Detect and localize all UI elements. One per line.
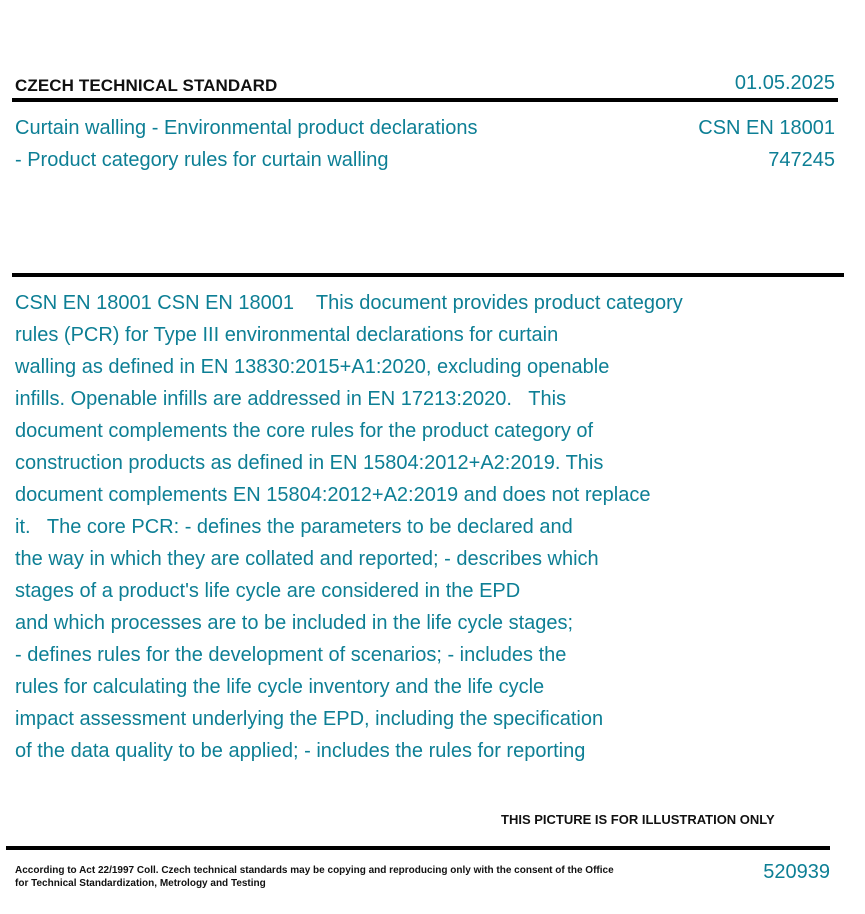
standard-code: CSN EN 18001 <box>698 117 835 139</box>
abstract-line: CSN EN 18001 CSN EN 18001 This document provides product category <box>15 292 683 314</box>
legal-notice-line: for Technical Standardization, Metrology and Testing <box>15 878 266 889</box>
illustration-disclaimer: THIS PICTURE IS FOR ILLUSTRATION ONLY <box>501 812 775 827</box>
abstract-text <box>15 287 775 767</box>
publication-date: 01.05.2025 <box>734 72 835 94</box>
abstract-line: and which processes are to be included in the life cycle stages; <box>15 612 574 634</box>
title-line-1: Curtain walling - Environmental product declarations <box>15 117 478 139</box>
header-divider <box>12 98 838 102</box>
footer-code: 520939 <box>763 861 830 883</box>
abstract-line: document complements the core rules for the product category of <box>15 420 594 442</box>
catalog-number: 747245 <box>768 149 835 171</box>
abstract-line: rules (PCR) for Type III environmental declarations for curtain <box>15 324 559 346</box>
title-line-2: - Product category rules for curtain walling <box>15 149 389 171</box>
abstract-line: - defines rules for the development of scenarios; - includes the <box>15 644 567 666</box>
abstract-line: it. The core PCR: - defines the parameters to be declared and <box>15 516 573 538</box>
legal-notice <box>15 864 615 890</box>
abstract-line: infills. Openable infills are addressed in EN 17213:2020. This <box>15 388 567 410</box>
footer-divider <box>6 846 830 850</box>
title-divider <box>12 273 844 277</box>
document-type-label: CZECH TECHNICAL STANDARD <box>15 76 278 95</box>
abstract-line: stages of a product's life cycle are considered in the EPD <box>15 580 521 602</box>
abstract-line: construction products as defined in EN 15804:2012+A2:2019. This <box>15 452 604 474</box>
abstract-line: document complements EN 15804:2012+A2:2019 and does not replace <box>15 484 651 506</box>
abstract-line: the way in which they are collated and reported; - describes which <box>15 548 599 570</box>
abstract-line: of the data quality to be applied; - includes the rules for reporting <box>15 740 586 762</box>
legal-notice-line: According to Act 22/1997 Coll. Czech technical standards may be copying and reproducing only with the consent of the Office <box>15 865 614 876</box>
abstract-line: rules for calculating the life cycle inventory and the life cycle <box>15 676 545 698</box>
abstract-line: impact assessment underlying the EPD, including the specification <box>15 708 604 730</box>
abstract-line: walling as defined in EN 13830:2015+A1:2020, excluding openable <box>15 356 610 378</box>
